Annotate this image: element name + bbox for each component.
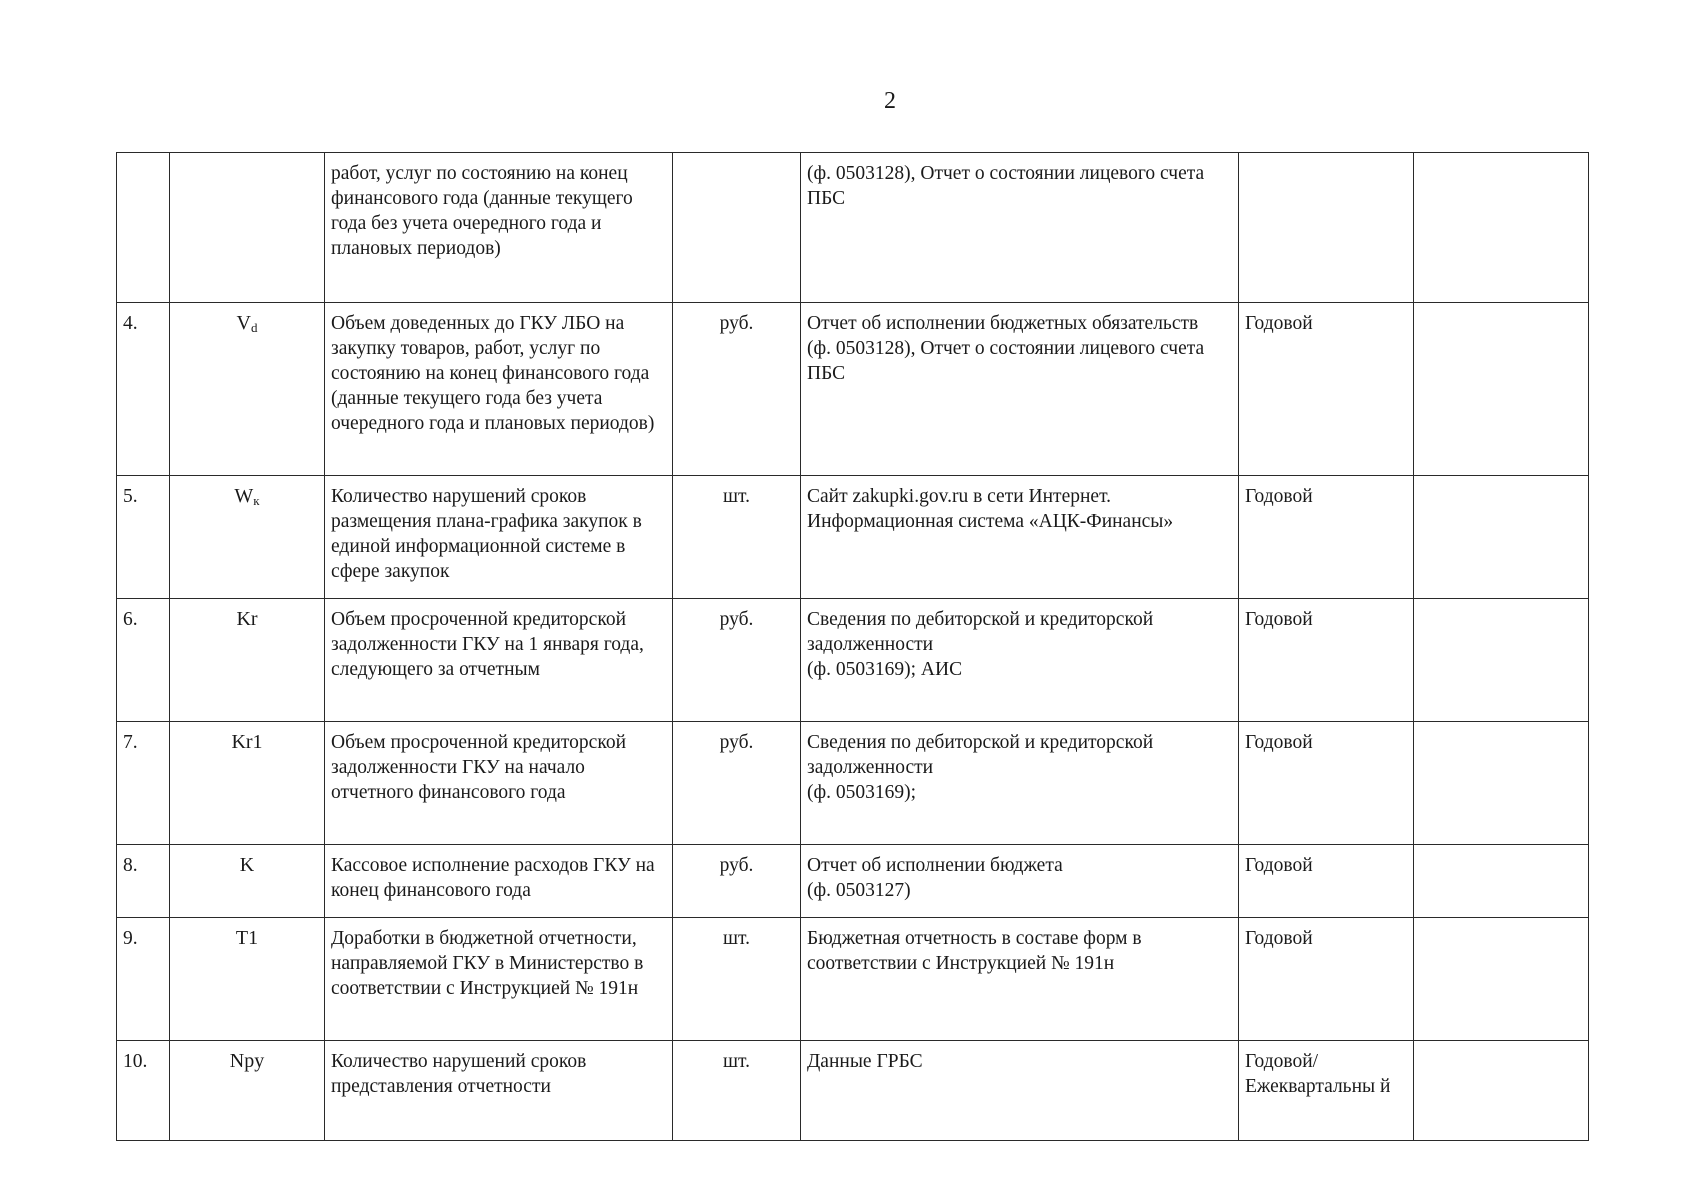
- data-source: (ф. 0503128), Отчет о состоянии лицевого счета ПБС: [801, 153, 1239, 303]
- data-source: Сведения по дебиторской и кредиторской задолженности (ф. 0503169);: [801, 722, 1239, 845]
- indicator-description: Объем просроченной кредиторской задолженности ГКУ на 1 января года, следующего за отчетным: [325, 599, 673, 722]
- unit-of-measure: шт.: [673, 476, 801, 599]
- page-number: 2: [884, 88, 896, 114]
- extra-cell: [1414, 303, 1589, 476]
- indicator-symbol: T1: [170, 918, 325, 1041]
- row-number: 9.: [117, 918, 170, 1041]
- indicator-description: Количество нарушений сроков размещения плана-графика закупок в единой информационной системе в сфере закупок: [325, 476, 673, 599]
- unit-of-measure: руб.: [673, 599, 801, 722]
- indicator-symbol: Kr: [170, 599, 325, 722]
- indicator-description: Доработки в бюджетной отчетности, направляемой ГКУ в Министерство в соответствии с Инструкцией № 191н: [325, 918, 673, 1041]
- unit-of-measure: руб.: [673, 845, 801, 918]
- reporting-period: Годовой: [1239, 303, 1414, 476]
- indicator-symbol: Wк: [170, 476, 325, 599]
- row-number: 10.: [117, 1041, 170, 1141]
- extra-cell: [1414, 599, 1589, 722]
- indicator-symbol: Kr1: [170, 722, 325, 845]
- row-number: 7.: [117, 722, 170, 845]
- extra-cell: [1414, 918, 1589, 1041]
- indicator-symbol: [170, 153, 325, 303]
- table-row: [117, 303, 1589, 476]
- reporting-period: Годовой: [1239, 722, 1414, 845]
- reporting-period: Годовой: [1239, 599, 1414, 722]
- indicator-symbol: Vd: [170, 303, 325, 476]
- data-source: Отчет об исполнении бюджета (ф. 0503127): [801, 845, 1239, 918]
- data-source: Отчет об исполнении бюджетных обязательств (ф. 0503128), Отчет о состоянии лицевого счета ПБС: [801, 303, 1239, 476]
- unit-of-measure: шт.: [673, 1041, 801, 1141]
- table-row: [117, 845, 1589, 918]
- extra-cell: [1414, 153, 1589, 303]
- table-row: [117, 722, 1589, 845]
- reporting-period: Годовой/ Ежеквартальны й: [1239, 1041, 1414, 1141]
- unit-of-measure: шт.: [673, 918, 801, 1041]
- unit-of-measure: [673, 153, 801, 303]
- indicator-description: Объем просроченной кредиторской задолженности ГКУ на начало отчетного финансового года: [325, 722, 673, 845]
- reporting-period: [1239, 153, 1414, 303]
- reporting-period: Годовой: [1239, 918, 1414, 1041]
- indicators-table: [116, 152, 1589, 1141]
- indicator-symbol: K: [170, 845, 325, 918]
- indicator-symbol: Npy: [170, 1041, 325, 1141]
- extra-cell: [1414, 722, 1589, 845]
- reporting-period: Годовой: [1239, 845, 1414, 918]
- row-number: 8.: [117, 845, 170, 918]
- data-source: Бюджетная отчетность в составе форм в соответствии с Инструкцией № 191н: [801, 918, 1239, 1041]
- table-row: [117, 153, 1589, 303]
- indicator-description: Кассовое исполнение расходов ГКУ на конец финансового года: [325, 845, 673, 918]
- unit-of-measure: руб.: [673, 722, 801, 845]
- row-number: 6.: [117, 599, 170, 722]
- indicator-description: Количество нарушений сроков представления отчетности: [325, 1041, 673, 1141]
- row-number: [117, 153, 170, 303]
- extra-cell: [1414, 476, 1589, 599]
- indicator-description: работ, услуг по состоянию на конец финансового года (данные текущего года без учета очередного года и плановых периодов): [325, 153, 673, 303]
- row-number: 5.: [117, 476, 170, 599]
- table-row: [117, 918, 1589, 1041]
- table-row: [117, 599, 1589, 722]
- data-source: Данные ГРБС: [801, 1041, 1239, 1141]
- reporting-period: Годовой: [1239, 476, 1414, 599]
- extra-cell: [1414, 1041, 1589, 1141]
- row-number: 4.: [117, 303, 170, 476]
- table-row: [117, 1041, 1589, 1141]
- extra-cell: [1414, 845, 1589, 918]
- table-row: [117, 476, 1589, 599]
- data-source: Сведения по дебиторской и кредиторской задолженности (ф. 0503169); АИС: [801, 599, 1239, 722]
- indicator-description: Объем доведенных до ГКУ ЛБО на закупку товаров, работ, услуг по состоянию на конец финансового года (данные текущего года без учета очередного года и плановых периодов): [325, 303, 673, 476]
- data-source: Сайт zakupki.gov.ru в сети Интернет. Информационная система «АЦК-Финансы»: [801, 476, 1239, 599]
- unit-of-measure: руб.: [673, 303, 801, 476]
